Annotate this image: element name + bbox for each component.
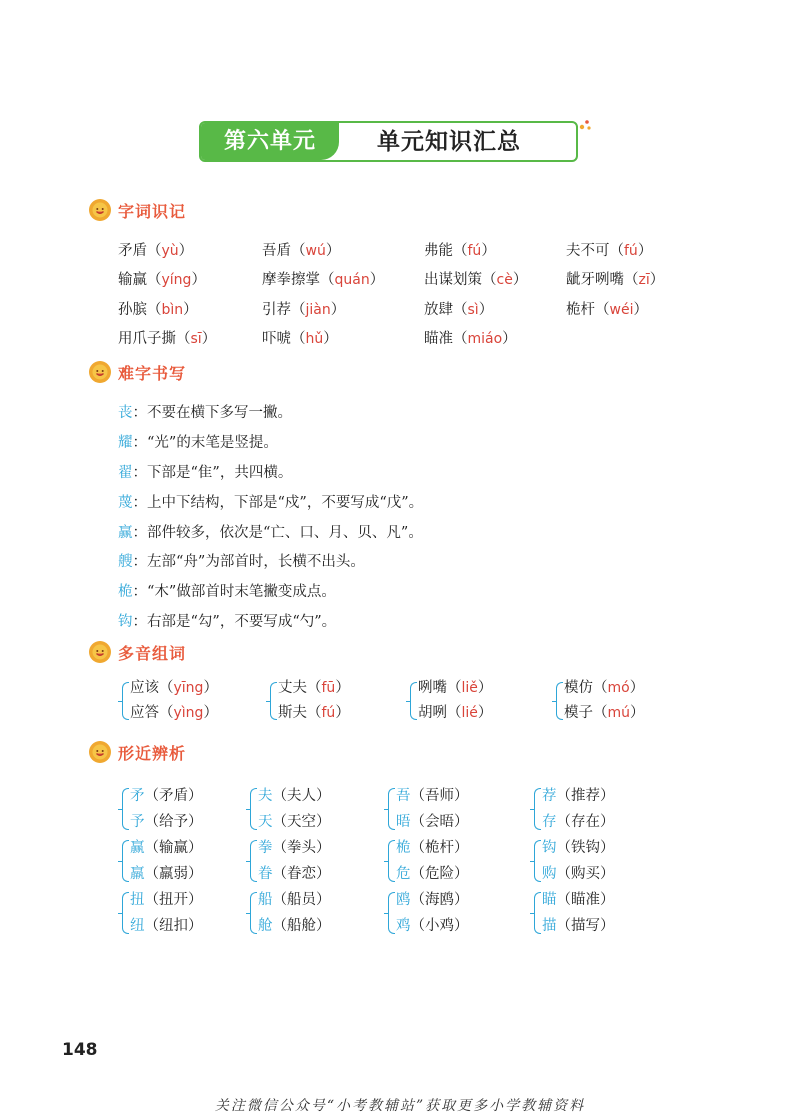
poly-pinyin: fū (321, 680, 336, 696)
paren-close: ） (600, 918, 615, 934)
poly-pinyin: liě (461, 680, 478, 696)
similar-char: 羸 (130, 866, 145, 882)
hard-tip: ：“光”的末笔是竖提。 (132, 435, 278, 451)
similar-char: 扭 (130, 892, 145, 908)
hard-tip: ：左部“舟”为部首时，长横不出头。 (132, 554, 365, 570)
paren-open: （ (556, 918, 571, 934)
section-title: 形近辨析 (118, 743, 187, 763)
paren-close: ） (183, 302, 198, 318)
sun-icon (88, 198, 112, 222)
hard-tip: ：部件较多，依次是“亡、口、月、贝、凡”。 (132, 525, 423, 541)
vocab-word: 桅杆 (566, 302, 595, 318)
hard-writing-item (118, 431, 278, 452)
paren-close: ） (316, 892, 331, 908)
vocab-word: 瞄准 (424, 331, 453, 347)
paren-close: ） (512, 272, 528, 288)
vocab-word: 引荐 (262, 302, 291, 318)
sun-icon (88, 360, 112, 384)
paren-close: ） (325, 243, 341, 259)
hard-tip: ：不要在横下多写一撇。 (132, 405, 292, 421)
similar-item (542, 784, 615, 805)
similar-char: 荐 (542, 788, 557, 804)
paren-close: ） (335, 705, 350, 721)
hard-tip: ：右部是“勾”，不要写成“勺”。 (132, 614, 337, 630)
similar-item (396, 914, 469, 935)
paren-close: ） (600, 866, 615, 882)
poly-word: 模仿 (564, 680, 593, 696)
paren-open: （ (556, 788, 571, 804)
paren-close: ） (600, 840, 615, 856)
hard-writing-item (118, 521, 423, 542)
paren-close: ） (201, 331, 217, 347)
unit-banner (199, 121, 578, 162)
vocab-word: 吓唬 (262, 331, 291, 347)
polyphonic-item (564, 701, 645, 722)
vocab-item (118, 327, 216, 348)
section-title: 多音组词 (118, 643, 187, 663)
footer-note: 关注微信公众号“小考教辅站”获取更多小学教辅资料 (214, 1098, 586, 1114)
similar-char: 予 (130, 814, 145, 830)
similar-word: 铁钩 (571, 840, 600, 856)
paren-open: （ (410, 788, 425, 804)
group-brace (250, 840, 257, 882)
poly-word: 胡咧 (418, 705, 447, 721)
similar-char: 鸥 (396, 892, 411, 908)
group-brace (122, 840, 129, 882)
paren-close: ） (191, 272, 206, 288)
paren-close: ） (316, 866, 331, 882)
paren-open: （ (144, 918, 159, 934)
poly-pinyin: yīng (173, 680, 204, 696)
vocab-pinyin: zī (638, 272, 650, 288)
polyphonic-item (418, 676, 492, 697)
similar-word: 眷恋 (287, 866, 316, 882)
vocab-item (262, 268, 384, 289)
poly-word: 咧嘴 (418, 680, 447, 696)
hard-writing-item (118, 491, 423, 512)
paren-open: （ (593, 705, 608, 721)
similar-char: 夫 (258, 788, 273, 804)
polyphonic-item (278, 701, 350, 722)
paren-close: ） (454, 866, 469, 882)
similar-char: 描 (542, 918, 557, 934)
similar-char: 拳 (258, 840, 273, 856)
similar-word: 输赢 (159, 840, 188, 856)
vocab-item (262, 239, 340, 260)
paren-close: ） (316, 840, 331, 856)
paren-close: ） (629, 680, 645, 696)
vocab-word: 孙膑 (118, 302, 147, 318)
hard-writing-item (118, 461, 292, 482)
vocab-pinyin: cè (496, 272, 513, 288)
paren-close: ） (369, 272, 385, 288)
section-similar-chars (88, 738, 186, 766)
similar-word: 购买 (571, 866, 600, 882)
paren-close: ） (600, 892, 615, 908)
similar-item (396, 784, 469, 805)
vocab-word: 用爪子撕 (118, 331, 176, 347)
similar-item (542, 810, 615, 831)
similar-char: 赢 (130, 840, 145, 856)
vocab-pinyin: quán (334, 272, 370, 288)
similar-item (130, 836, 203, 857)
vocab-pinyin: bìn (161, 302, 184, 318)
poly-pinyin: mó (607, 680, 630, 696)
similar-word: 拳头 (287, 840, 316, 856)
similar-char: 桅 (396, 840, 411, 856)
similar-item (258, 836, 331, 857)
similar-item (542, 836, 615, 857)
group-brace (122, 892, 129, 934)
similar-char: 危 (396, 866, 411, 882)
vocab-pinyin: yù (161, 243, 179, 259)
hard-writing-item (118, 610, 336, 631)
paren-open: （ (144, 788, 159, 804)
similar-word: 小鸡 (425, 918, 454, 934)
paren-close: ） (203, 705, 218, 721)
group-brace (534, 892, 541, 934)
poly-pinyin: fú (321, 705, 336, 721)
group-brace (250, 788, 257, 830)
paren-close: ） (481, 243, 496, 259)
paren-open: （ (272, 788, 287, 804)
hard-char: 蔑 (118, 495, 133, 511)
similar-word: 瞄准 (571, 892, 600, 908)
paren-close: ） (316, 918, 331, 934)
similar-char: 晤 (396, 814, 411, 830)
similar-item (396, 836, 469, 857)
similar-word: 危险 (425, 866, 454, 882)
paren-close: ） (188, 840, 203, 856)
similar-word: 扭开 (159, 892, 188, 908)
hard-writing-item (118, 550, 365, 571)
similar-word: 吾师 (425, 788, 454, 804)
paren-open: （ (144, 814, 159, 830)
similar-item (542, 862, 615, 883)
vocab-item (424, 327, 517, 348)
hard-char: 赢 (118, 525, 133, 541)
section-title: 难字书写 (118, 363, 187, 383)
similar-item (396, 810, 469, 831)
similar-char: 钩 (542, 840, 557, 856)
similar-word: 夫人 (287, 788, 316, 804)
similar-char: 鸡 (396, 918, 411, 934)
paren-open: （ (556, 866, 571, 882)
decor-dots-icon (578, 118, 592, 132)
paren-close: ） (316, 788, 331, 804)
vocab-pinyin: miáo (467, 331, 503, 347)
paren-open: （ (556, 892, 571, 908)
group-brace (534, 840, 541, 882)
paren-close: ） (600, 788, 615, 804)
poly-word: 斯夫 (278, 705, 307, 721)
polyphonic-item (418, 701, 492, 722)
paren-close: ） (454, 918, 469, 934)
similar-word: 存在 (571, 814, 600, 830)
hard-writing-item (118, 401, 292, 422)
vocab-word: 出谋划策 (424, 272, 482, 288)
similar-item (396, 888, 469, 909)
similar-item (130, 914, 203, 935)
group-brace (388, 840, 395, 882)
group-brace (250, 892, 257, 934)
vocab-pinyin: jiàn (305, 302, 331, 318)
poly-word: 应该 (130, 680, 159, 696)
similar-word: 船员 (287, 892, 316, 908)
paren-close: ） (188, 892, 203, 908)
polyphonic-item (278, 676, 350, 697)
paren-open: （ (453, 302, 468, 318)
paren-open: （ (147, 302, 162, 318)
hard-char: 耀 (118, 435, 133, 451)
paren-close: ） (630, 705, 645, 721)
vocab-item (262, 298, 345, 319)
vocab-word: 放肆 (424, 302, 453, 318)
polyphonic-item (130, 676, 218, 697)
vocab-word: 矛盾 (118, 243, 147, 259)
hard-tip: ：“木”做部首时末笔撇变成点。 (132, 584, 336, 600)
paren-open: （ (147, 243, 162, 259)
vocab-item (118, 239, 193, 260)
similar-word: 羸弱 (159, 866, 188, 882)
hard-char: 钩 (118, 614, 133, 630)
paren-open: （ (595, 302, 610, 318)
section-title: 字词识记 (118, 201, 187, 221)
paren-open: （ (159, 705, 174, 721)
sun-icon (88, 740, 112, 764)
paren-close: ） (188, 788, 203, 804)
paren-open: （ (272, 866, 287, 882)
vocab-pinyin: fú (624, 243, 638, 259)
section-vocab (88, 196, 186, 224)
paren-open: （ (410, 840, 425, 856)
hard-tip: ：下部是“隹”，共四横。 (132, 465, 293, 481)
poly-word: 应答 (130, 705, 159, 721)
paren-close: ） (478, 302, 494, 318)
poly-word: 模子 (564, 705, 593, 721)
vocab-pinyin: yíng (161, 272, 192, 288)
similar-item (258, 914, 331, 935)
paren-open: （ (609, 243, 624, 259)
section-polyphonic (88, 638, 186, 666)
group-brace (556, 682, 563, 720)
paren-open: （ (291, 331, 306, 347)
paren-open: （ (159, 680, 174, 696)
hard-char: 桅 (118, 584, 133, 600)
vocab-word: 吾盾 (262, 243, 291, 259)
vocab-item (118, 298, 198, 319)
paren-open: （ (147, 272, 162, 288)
paren-close: ） (188, 918, 203, 934)
similar-item (542, 888, 615, 909)
vocab-word: 输赢 (118, 272, 147, 288)
vocab-word: 龇牙咧嘴 (566, 272, 624, 288)
paren-open: （ (482, 272, 497, 288)
section-hard-writing (88, 358, 186, 386)
vocab-pinyin: fú (467, 243, 482, 259)
similar-item (130, 888, 203, 909)
similar-item (130, 810, 203, 831)
paren-close: ） (335, 680, 350, 696)
similar-word: 纽扣 (159, 918, 188, 934)
group-brace (534, 788, 541, 830)
paren-close: ） (502, 331, 517, 347)
paren-close: ） (633, 302, 648, 318)
vocab-item (566, 239, 652, 260)
similar-item (130, 862, 203, 883)
paren-open: （ (272, 840, 287, 856)
similar-char: 舱 (258, 918, 273, 934)
similar-char: 天 (258, 814, 273, 830)
similar-item (258, 810, 331, 831)
similar-char: 购 (542, 866, 557, 882)
similar-word: 矛盾 (159, 788, 188, 804)
vocab-word: 弗能 (424, 243, 453, 259)
hard-tip: ：上中下结构，下部是“戍”，不要写成“戊”。 (132, 495, 424, 511)
similar-word: 天空 (287, 814, 316, 830)
paren-close: ） (188, 866, 203, 882)
group-brace (122, 682, 129, 720)
vocab-word: 夫不可 (566, 243, 610, 259)
vocab-pinyin: sī (190, 331, 202, 347)
unit-label: 第六单元 (201, 123, 339, 160)
paren-close: ） (600, 814, 615, 830)
paren-open: （ (307, 705, 322, 721)
group-brace (410, 682, 417, 720)
page-title: 单元知识汇总 (377, 129, 521, 155)
paren-open: （ (410, 866, 425, 882)
paren-open: （ (307, 680, 322, 696)
paren-close: ） (316, 814, 331, 830)
vocab-item (566, 268, 664, 289)
paren-open: （ (410, 892, 425, 908)
paren-open: （ (453, 243, 468, 259)
similar-word: 描写 (571, 918, 600, 934)
similar-word: 桅杆 (425, 840, 454, 856)
paren-open: （ (453, 331, 468, 347)
hard-char: 艘 (118, 554, 133, 570)
paren-open: （ (176, 331, 191, 347)
paren-open: （ (447, 680, 462, 696)
paren-open: （ (144, 866, 159, 882)
paren-open: （ (593, 680, 608, 696)
similar-item (258, 784, 331, 805)
similar-item (396, 862, 469, 883)
similar-item (258, 888, 331, 909)
vocab-word: 摩拳擦掌 (262, 272, 320, 288)
paren-open: （ (410, 918, 425, 934)
similar-char: 存 (542, 814, 557, 830)
paren-close: ） (477, 705, 493, 721)
paren-close: ） (454, 814, 469, 830)
paren-open: （ (291, 302, 306, 318)
paren-open: （ (144, 840, 159, 856)
vocab-item (424, 239, 496, 260)
vocab-pinyin: wú (305, 243, 326, 259)
paren-close: ） (323, 331, 338, 347)
vocab-item (424, 298, 493, 319)
similar-word: 推荐 (571, 788, 600, 804)
similar-char: 船 (258, 892, 273, 908)
paren-open: （ (272, 814, 287, 830)
hard-char: 翟 (118, 465, 133, 481)
paren-close: ） (203, 680, 218, 696)
group-brace (388, 892, 395, 934)
similar-item (130, 784, 203, 805)
similar-char: 瞄 (542, 892, 557, 908)
vocab-pinyin: wéi (609, 302, 634, 318)
paren-open: （ (272, 918, 287, 934)
polyphonic-item (130, 701, 218, 722)
paren-open: （ (272, 892, 287, 908)
paren-close: ） (649, 272, 665, 288)
paren-close: ） (477, 680, 493, 696)
paren-close: ） (454, 892, 469, 908)
hard-char: 丧 (118, 405, 133, 421)
paren-open: （ (624, 272, 639, 288)
similar-char: 吾 (396, 788, 411, 804)
hard-writing-item (118, 580, 336, 601)
polyphonic-item (564, 676, 644, 697)
paren-open: （ (556, 814, 571, 830)
similar-word: 船舱 (287, 918, 316, 934)
vocab-item (424, 268, 527, 289)
similar-word: 海鸥 (425, 892, 454, 908)
similar-item (258, 862, 331, 883)
paren-open: （ (556, 840, 571, 856)
poly-pinyin: mú (607, 705, 631, 721)
poly-word: 丈夫 (278, 680, 307, 696)
similar-char: 矛 (130, 788, 145, 804)
similar-word: 会晤 (425, 814, 454, 830)
similar-item (542, 914, 615, 935)
vocab-pinyin: hǔ (305, 331, 324, 347)
paren-close: ） (330, 302, 346, 318)
paren-close: ） (637, 243, 653, 259)
paren-close: ） (178, 243, 194, 259)
vocab-pinyin: sì (467, 302, 479, 318)
similar-word: 给予 (159, 814, 188, 830)
group-brace (388, 788, 395, 830)
paren-close: ） (454, 840, 469, 856)
vocab-item (566, 298, 648, 319)
similar-char: 纽 (130, 918, 145, 934)
page-number: 148 (62, 1040, 98, 1060)
vocab-item (262, 327, 338, 348)
paren-open: （ (410, 814, 425, 830)
poly-pinyin: yìng (173, 705, 204, 721)
paren-open: （ (320, 272, 335, 288)
paren-open: （ (447, 705, 462, 721)
group-brace (270, 682, 277, 720)
paren-close: ） (188, 814, 203, 830)
poly-pinyin: lié (461, 705, 478, 721)
paren-open: （ (144, 892, 159, 908)
paren-open: （ (291, 243, 306, 259)
similar-char: 眷 (258, 866, 273, 882)
paren-close: ） (454, 788, 469, 804)
vocab-item (118, 268, 206, 289)
group-brace (122, 788, 129, 830)
sun-icon (88, 640, 112, 664)
